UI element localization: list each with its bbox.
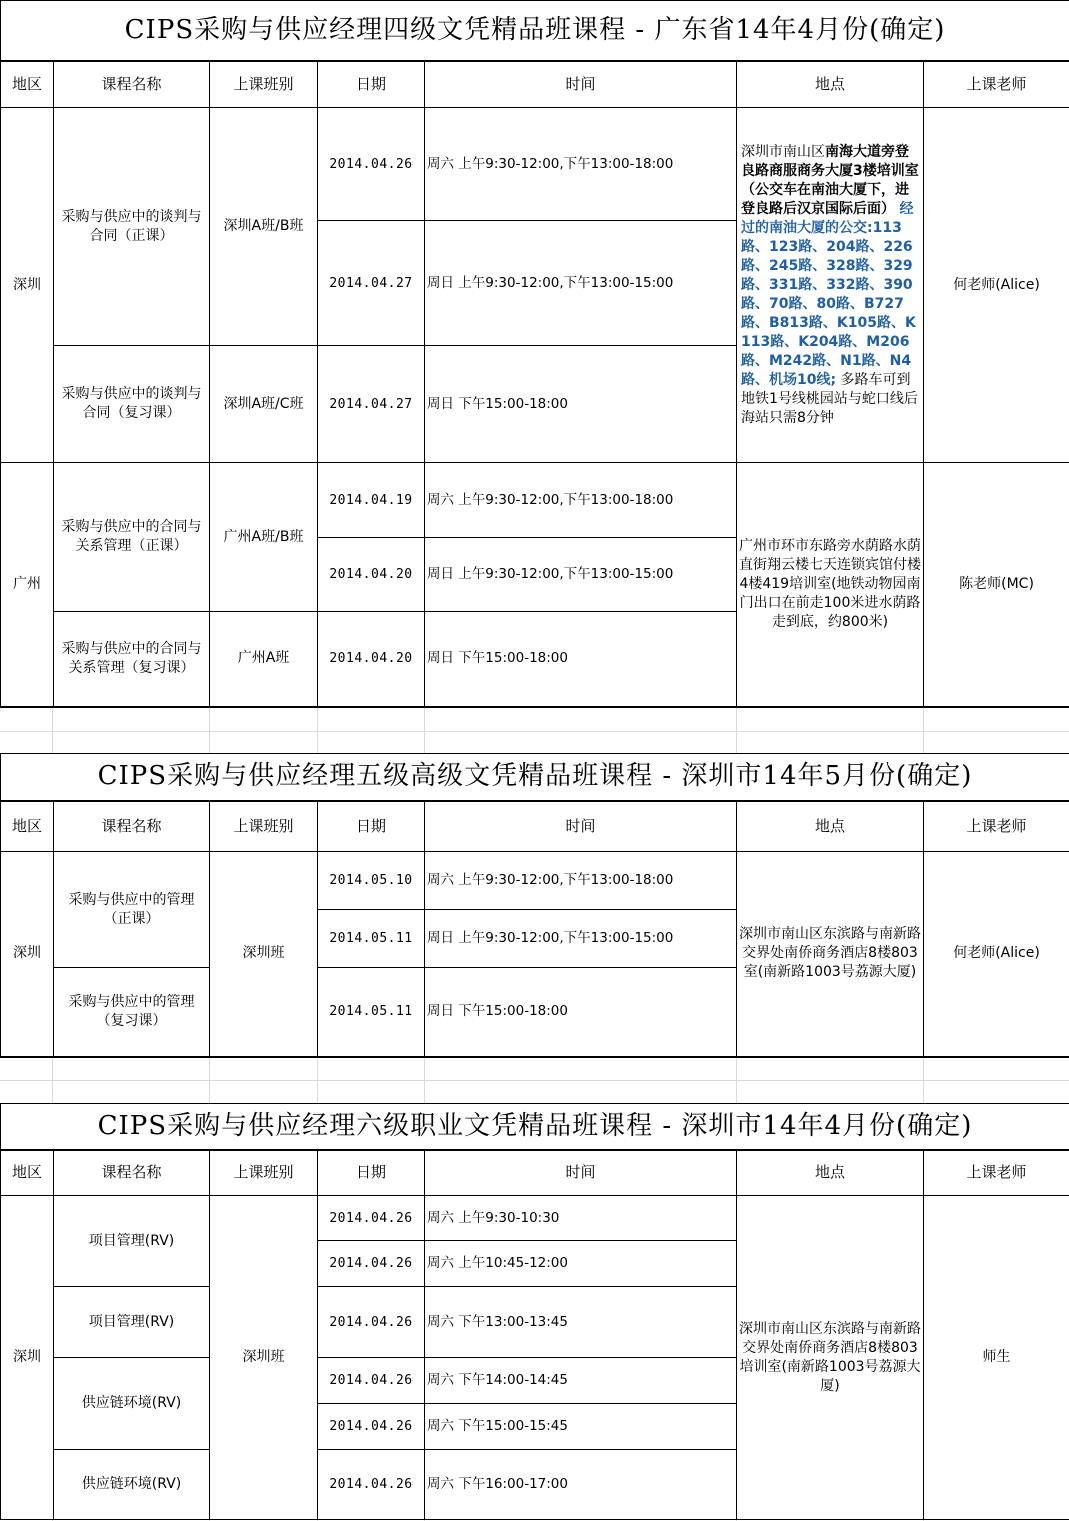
schedule-table-level6 [0, 1103, 1069, 1520]
date-cell: 2014.04.26 [318, 1450, 425, 1520]
time-cell: 周六 上午9:30-12:00,下午13:00-18:00 [425, 852, 737, 910]
col-header-time: 时间 [425, 61, 737, 108]
col-header-teacher: 上课老师 [924, 1150, 1069, 1196]
class-cell: 深圳A班/C班 [210, 346, 318, 463]
class-cell: 广州A班 [210, 612, 318, 707]
date-cell: 2014.04.26 [318, 1358, 425, 1404]
col-header-region: 地区 [1, 801, 54, 852]
time-cell: 周日 上午9:30-12:00,下午13:00-15:00 [425, 910, 737, 968]
time-cell: 周六 上午9:30-10:30 [425, 1196, 737, 1241]
header-row [1, 801, 1069, 852]
table-row [1, 108, 1069, 221]
col-header-location: 地点 [737, 801, 924, 852]
section-level5 [0, 753, 1069, 1058]
header-row [1, 1150, 1069, 1196]
course-cell: 采购与供应中的谈判与合同（正课） [54, 108, 210, 346]
time-cell: 周六 下午14:00-14:45 [425, 1358, 737, 1404]
schedule-table-level4 [0, 0, 1069, 708]
table-title: CIPS采购与供应经理六级职业文凭精品班课程 - 深圳市14年4月份(确定) [1, 1104, 1069, 1150]
region-cell: 深圳 [1, 108, 54, 463]
time-cell: 周日 下午15:00-18:00 [425, 346, 737, 463]
col-header-time: 时间 [425, 801, 737, 852]
date-cell: 2014.04.26 [318, 108, 425, 221]
date-cell: 2014.05.11 [318, 910, 425, 968]
col-header-region: 地区 [1, 1150, 54, 1196]
class-cell: 深圳A班/B班 [210, 108, 318, 346]
location-metro-note: 多路车可到地铁1号线桃园站与蛇口线后海站只需8分钟 [741, 371, 918, 426]
table-row [1, 1196, 1069, 1241]
date-cell: 2014.04.20 [318, 538, 425, 612]
col-header-course: 课程名称 [54, 1150, 210, 1196]
col-header-location: 地点 [737, 1150, 924, 1196]
location-cell [737, 108, 924, 463]
col-header-class: 上课班别 [210, 801, 318, 852]
region-cell: 深圳 [1, 1196, 54, 1520]
course-cell: 项目管理(RV) [54, 1287, 210, 1358]
time-cell: 周六 下午15:00-15:45 [425, 1404, 737, 1450]
time-cell: 周六 上午9:30-12:00,下午13:00-18:00 [425, 463, 737, 538]
location-address: 南海大道旁登良路商服商务大厦3楼培训室（公交车在南油大厦下，进登良路后汉京国际后面） [741, 143, 919, 217]
section-level4 [0, 0, 1069, 708]
time-cell: 周六 上午9:30-12:00,下午13:00-18:00 [425, 108, 737, 221]
course-cell: 供应链环境(RV) [54, 1450, 210, 1520]
course-cell: 采购与供应中的管理（复习课） [54, 968, 210, 1057]
time-cell: 周日 下午15:00-18:00 [425, 968, 737, 1057]
course-cell: 采购与供应中的合同与关系管理（正课） [54, 463, 210, 612]
section-level6 [0, 1103, 1069, 1520]
date-cell: 2014.04.19 [318, 463, 425, 538]
course-cell: 采购与供应中的谈判与合同（复习课） [54, 346, 210, 463]
region-cell: 广州 [1, 463, 54, 707]
col-header-course: 课程名称 [54, 61, 210, 108]
course-cell: 供应链环境(RV) [54, 1358, 210, 1450]
location-district: 深圳市南山区 [741, 143, 825, 160]
location-bus-lines: 经过的南油大厦的公交:113路、123路、204路、226路、245路、328路、329路、331路、332路、390路、70路、80路、B727路、B813路、K105路、K113路、K204路、M206路、M242路、N1路、N4路、机场10线; [741, 200, 916, 388]
date-cell: 2014.04.27 [318, 221, 425, 346]
date-cell: 2014.05.10 [318, 852, 425, 910]
course-cell: 采购与供应中的合同与关系管理（复习课） [54, 612, 210, 707]
header-row [1, 61, 1069, 108]
date-cell: 2014.04.27 [318, 346, 425, 463]
col-header-date: 日期 [318, 1150, 425, 1196]
teacher-cell: 何老师(Alice) [924, 852, 1069, 1057]
time-cell: 周日 上午9:30-12:00,下午13:00-15:00 [425, 221, 737, 346]
col-header-time: 时间 [425, 1150, 737, 1196]
time-cell: 周六 上午10:45-12:00 [425, 1241, 737, 1287]
class-cell: 广州A班/B班 [210, 463, 318, 612]
col-header-teacher: 上课老师 [924, 61, 1069, 108]
course-cell: 项目管理(RV) [54, 1196, 210, 1287]
col-header-class: 上课班别 [210, 1150, 318, 1196]
time-cell: 周日 下午15:00-18:00 [425, 612, 737, 707]
region-cell: 深圳 [1, 852, 54, 1057]
col-header-class: 上课班别 [210, 61, 318, 108]
col-header-date: 日期 [318, 801, 425, 852]
course-cell: 采购与供应中的管理（正课） [54, 852, 210, 968]
table-row [1, 463, 1069, 538]
date-cell: 2014.04.26 [318, 1287, 425, 1358]
col-header-course: 课程名称 [54, 801, 210, 852]
location-cell: 广州市环市东路旁水荫路水荫直街翔云楼七天连锁宾馆付楼4楼419培训室(地铁动物园南门出口在前走100米进水荫路走到底，约800米) [737, 463, 924, 707]
time-cell: 周六 下午13:00-13:45 [425, 1287, 737, 1358]
col-header-region: 地区 [1, 61, 54, 108]
date-cell: 2014.04.26 [318, 1241, 425, 1287]
col-header-teacher: 上课老师 [924, 801, 1069, 852]
date-cell: 2014.04.26 [318, 1404, 425, 1450]
teacher-cell: 何老师(Alice) [924, 108, 1069, 463]
time-cell: 周日 上午9:30-12:00,下午13:00-15:00 [425, 538, 737, 612]
date-cell: 2014.04.20 [318, 612, 425, 707]
date-cell: 2014.05.11 [318, 968, 425, 1057]
time-cell: 周六 下午16:00-17:00 [425, 1450, 737, 1520]
teacher-cell: 陈老师(MC) [924, 463, 1069, 707]
date-cell: 2014.04.26 [318, 1196, 425, 1241]
location-cell: 深圳市南山区东滨路与南新路交界处南侨商务酒店8楼803培训室(南新路1003号荔源大厦) [737, 1196, 924, 1520]
col-header-date: 日期 [318, 61, 425, 108]
table-title: CIPS采购与供应经理五级高级文凭精品班课程 - 深圳市14年5月份(确定) [1, 754, 1069, 801]
teacher-cell: 师生 [924, 1196, 1069, 1520]
schedule-table-level5 [0, 753, 1069, 1058]
location-cell: 深圳市南山区东滨路与南新路交界处南侨商务酒店8楼803室(南新路1003号荔源大厦) [737, 852, 924, 1057]
col-header-location: 地点 [737, 61, 924, 108]
table-title: CIPS采购与供应经理四级文凭精品班课程 - 广东省14年4月份(确定) [1, 1, 1069, 61]
class-cell: 深圳班 [210, 852, 318, 1057]
class-cell: 深圳班 [210, 1196, 318, 1520]
table-row [1, 852, 1069, 910]
